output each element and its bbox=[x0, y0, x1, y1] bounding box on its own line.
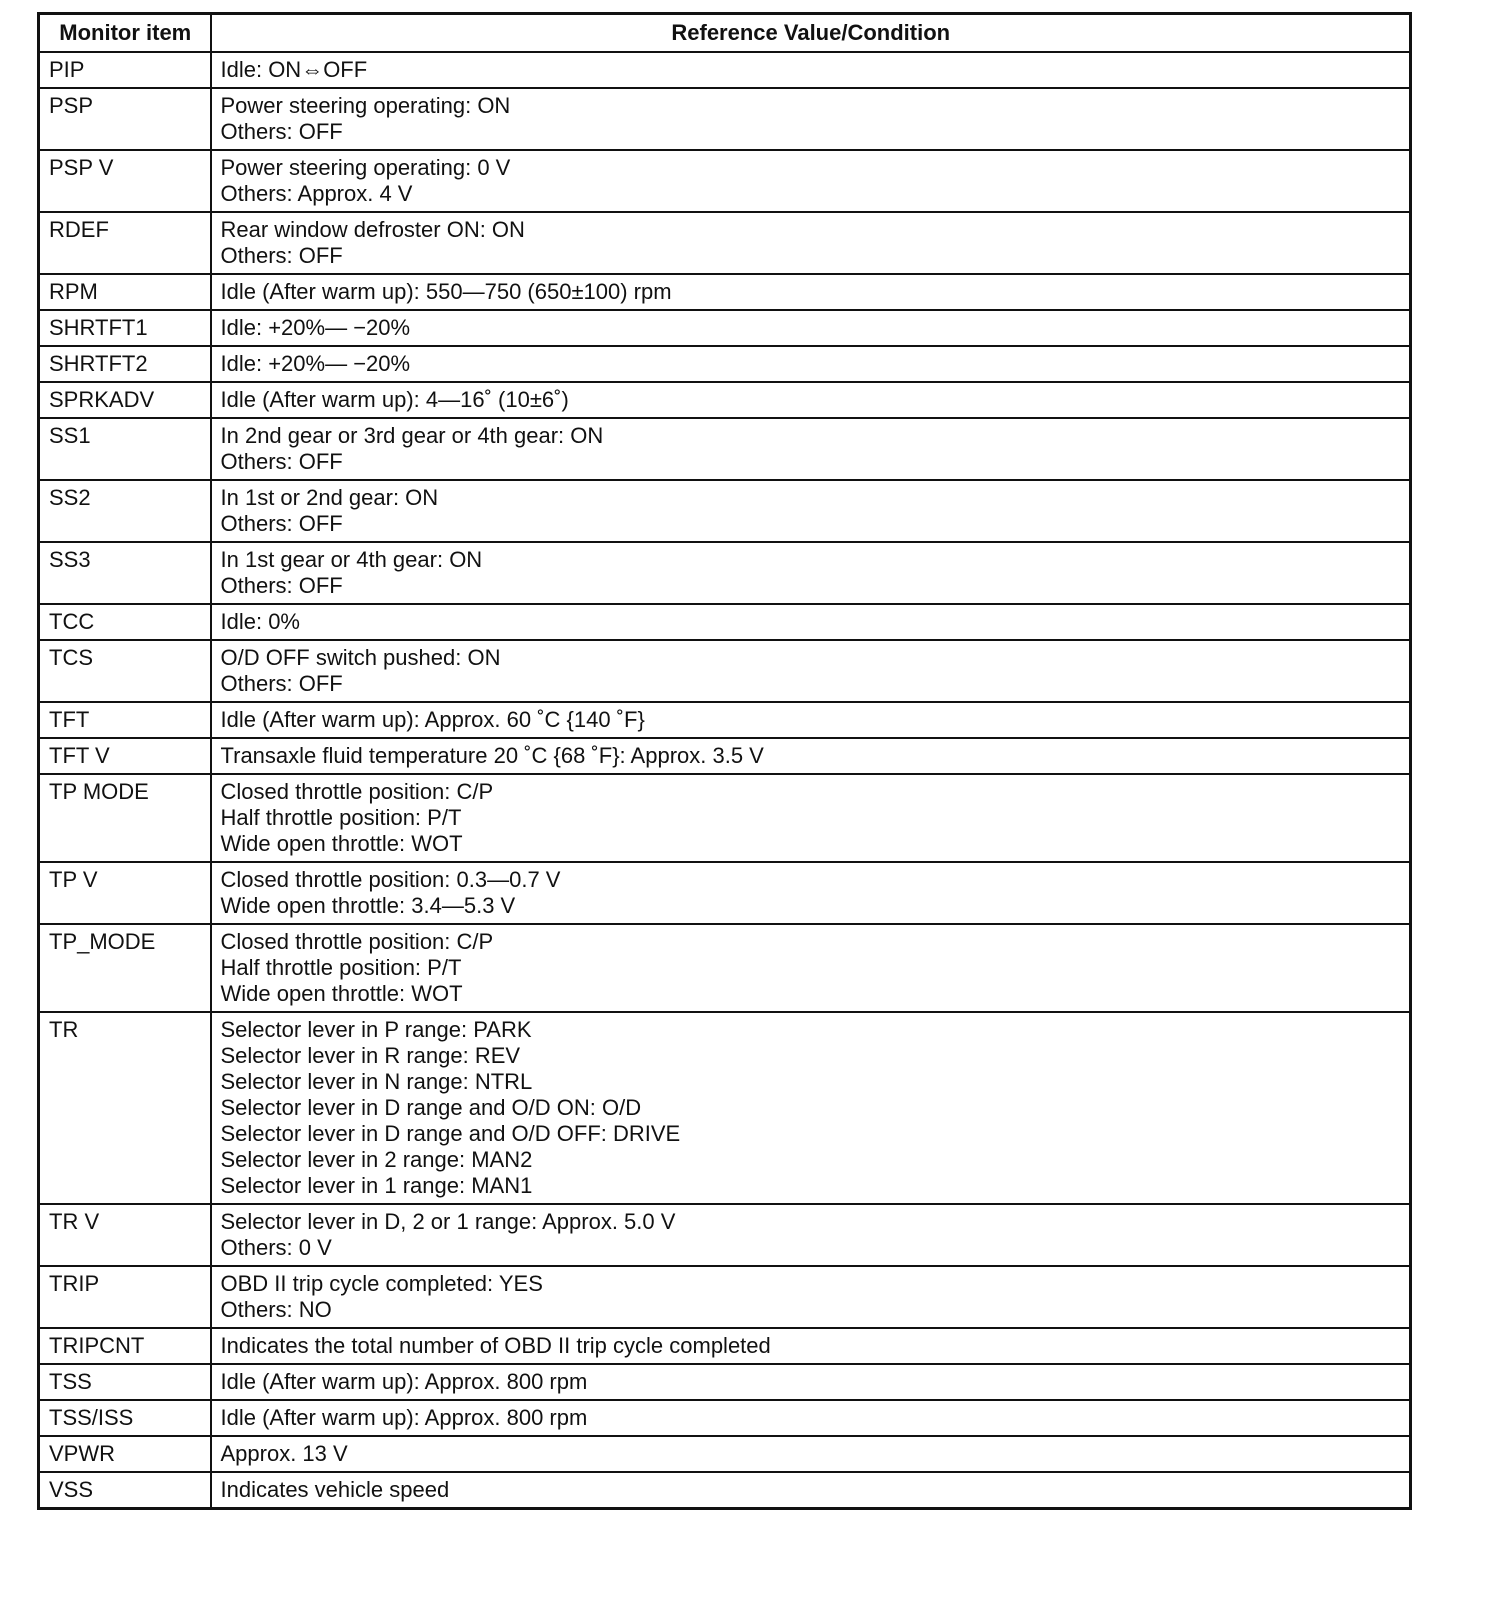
monitor-item-cell: TSS/ISS bbox=[39, 1400, 211, 1436]
reference-value-line: Indicates the total number of OBD II trip cycle completed bbox=[220, 1333, 771, 1358]
table-row bbox=[39, 52, 1411, 88]
reference-value-cell bbox=[211, 212, 1411, 274]
table-row bbox=[39, 150, 1411, 212]
reference-value-line: Rear window defroster ON: ON bbox=[220, 217, 525, 242]
reference-value-line: Selector lever in D range and O/D ON: O/D bbox=[220, 1095, 642, 1120]
table-row bbox=[39, 774, 1411, 862]
table-row bbox=[39, 1328, 1411, 1364]
reference-value-line: Idle (After warm up): 550—750 (650±100) rpm bbox=[220, 279, 672, 304]
reference-value-line: Others: 0 V bbox=[220, 1235, 332, 1260]
table-row bbox=[39, 418, 1411, 480]
table-row bbox=[39, 738, 1411, 774]
reference-value-line: Idle: +20%— −20% bbox=[220, 351, 411, 376]
monitor-item-cell: TP MODE bbox=[39, 774, 211, 862]
reference-value-line: Selector lever in P range: PARK bbox=[220, 1017, 532, 1042]
table-row bbox=[39, 640, 1411, 702]
monitor-item-cell: VSS bbox=[39, 1472, 211, 1509]
reference-value-cell bbox=[211, 1436, 1411, 1472]
reference-value-line: Selector lever in D, 2 or 1 range: Approx. 5.0 V bbox=[220, 1209, 676, 1234]
table-row bbox=[39, 924, 1411, 1012]
reference-value-line: Closed throttle position: 0.3—0.7 V bbox=[220, 867, 561, 892]
table-row bbox=[39, 862, 1411, 924]
reference-value-line: In 1st gear or 4th gear: ON bbox=[220, 547, 483, 572]
reference-value-cell bbox=[211, 1204, 1411, 1266]
reference-value-line: Selector lever in D range and O/D OFF: DRIVE bbox=[220, 1121, 681, 1146]
reference-value-cell bbox=[211, 542, 1411, 604]
monitor-item-cell: SPRKADV bbox=[39, 382, 211, 418]
table-row bbox=[39, 1364, 1411, 1400]
monitor-item-cell: TCS bbox=[39, 640, 211, 702]
reference-value-line: Idle (After warm up): Approx. 800 rpm bbox=[220, 1405, 588, 1430]
reference-value-line: Others: OFF bbox=[220, 119, 343, 144]
table-row bbox=[39, 346, 1411, 382]
table-row bbox=[39, 1266, 1411, 1328]
reference-value-cell bbox=[211, 738, 1411, 774]
reference-value-cell bbox=[211, 274, 1411, 310]
monitor-item-cell: RPM bbox=[39, 274, 211, 310]
reference-value-cell bbox=[211, 346, 1411, 382]
header-monitor-item: Monitor item bbox=[39, 14, 211, 53]
reference-value-line: Others: OFF bbox=[220, 511, 343, 536]
table-row bbox=[39, 542, 1411, 604]
monitor-item-cell: SHRTFT2 bbox=[39, 346, 211, 382]
table-row bbox=[39, 1012, 1411, 1204]
reference-value-line: Others: OFF bbox=[220, 243, 343, 268]
reference-value-line: Wide open throttle: WOT bbox=[220, 831, 463, 856]
reference-value-cell bbox=[211, 52, 1411, 88]
reference-value-line: Idle: ON⇔OFF bbox=[220, 57, 368, 82]
reference-value-cell bbox=[211, 418, 1411, 480]
monitor-item-cell: PSP V bbox=[39, 150, 211, 212]
reference-value-line: Selector lever in R range: REV bbox=[220, 1043, 521, 1068]
reference-value-line: Idle: +20%— −20% bbox=[220, 315, 411, 340]
reference-value-line: Transaxle fluid temperature 20 ˚C {68 ˚F}: Approx. 3.5 V bbox=[220, 743, 764, 768]
monitor-item-cell: TSS bbox=[39, 1364, 211, 1400]
reference-value-line: O/D OFF switch pushed: ON bbox=[220, 645, 501, 670]
monitor-item-cell: TCC bbox=[39, 604, 211, 640]
table-row bbox=[39, 480, 1411, 542]
reference-value-line: Others: Approx. 4 V bbox=[220, 181, 413, 206]
reference-value-line: Others: OFF bbox=[220, 573, 343, 598]
reference-value-line: Wide open throttle: WOT bbox=[220, 981, 463, 1006]
reference-value-line: Others: NO bbox=[220, 1297, 332, 1322]
reference-value-line: Half throttle position: P/T bbox=[220, 955, 462, 980]
table-row bbox=[39, 604, 1411, 640]
table-row bbox=[39, 1472, 1411, 1509]
table-row bbox=[39, 310, 1411, 346]
reference-value-table bbox=[37, 12, 1412, 1510]
table-row bbox=[39, 1436, 1411, 1472]
reference-value-cell bbox=[211, 862, 1411, 924]
monitor-item-cell: SS3 bbox=[39, 542, 211, 604]
reference-value-line: Idle (After warm up): 4—16˚ (10±6˚) bbox=[220, 387, 569, 412]
monitor-item-cell: TP_MODE bbox=[39, 924, 211, 1012]
reference-value-cell bbox=[211, 88, 1411, 150]
monitor-item-cell: SHRTFT1 bbox=[39, 310, 211, 346]
header-reference-value: Reference Value/Condition bbox=[211, 14, 1411, 53]
reference-value-line: OBD II trip cycle completed: YES bbox=[220, 1271, 543, 1296]
reference-value-cell bbox=[211, 310, 1411, 346]
reference-value-cell bbox=[211, 702, 1411, 738]
monitor-item-cell: TFT bbox=[39, 702, 211, 738]
reference-value-cell bbox=[211, 1472, 1411, 1509]
table-row bbox=[39, 1400, 1411, 1436]
reference-value-line: Selector lever in 1 range: MAN1 bbox=[220, 1173, 533, 1198]
reference-value-line: In 2nd gear or 3rd gear or 4th gear: ON bbox=[220, 423, 604, 448]
reference-value-cell bbox=[211, 924, 1411, 1012]
reference-value-cell bbox=[211, 604, 1411, 640]
table-row bbox=[39, 1204, 1411, 1266]
reference-value-cell bbox=[211, 150, 1411, 212]
monitor-item-cell: SS1 bbox=[39, 418, 211, 480]
reference-value-line: Indicates vehicle speed bbox=[220, 1477, 450, 1502]
reference-value-line: Wide open throttle: 3.4—5.3 V bbox=[220, 893, 516, 918]
table-header-row bbox=[39, 14, 1411, 53]
reference-value-line: Closed throttle position: C/P bbox=[220, 929, 494, 954]
monitor-item-cell: TP V bbox=[39, 862, 211, 924]
monitor-item-cell: PIP bbox=[39, 52, 211, 88]
reference-value-line: Half throttle position: P/T bbox=[220, 805, 462, 830]
monitor-item-cell: VPWR bbox=[39, 1436, 211, 1472]
reference-value-cell bbox=[211, 382, 1411, 418]
monitor-item-cell: TFT V bbox=[39, 738, 211, 774]
reference-value-cell bbox=[211, 1400, 1411, 1436]
reference-value-line: Idle: 0% bbox=[220, 609, 300, 634]
monitor-item-cell: TR V bbox=[39, 1204, 211, 1266]
monitor-item-cell: TRIP bbox=[39, 1266, 211, 1328]
reference-value-line: In 1st or 2nd gear: ON bbox=[220, 485, 439, 510]
reference-value-cell bbox=[211, 640, 1411, 702]
reference-value-line: Selector lever in N range: NTRL bbox=[220, 1069, 533, 1094]
monitor-item-cell: TR bbox=[39, 1012, 211, 1204]
monitor-item-cell: TRIPCNT bbox=[39, 1328, 211, 1364]
table-row bbox=[39, 212, 1411, 274]
reference-value-line: Approx. 13 V bbox=[220, 1441, 348, 1466]
table-row bbox=[39, 274, 1411, 310]
reference-value-cell bbox=[211, 480, 1411, 542]
reference-value-cell bbox=[211, 1266, 1411, 1328]
reference-value-line: Others: OFF bbox=[220, 671, 343, 696]
reference-value-line: Idle (After warm up): Approx. 60 ˚C {140 ˚F} bbox=[220, 707, 645, 732]
table-row bbox=[39, 702, 1411, 738]
reference-value-line: Others: OFF bbox=[220, 449, 343, 474]
reference-value-line: Closed throttle position: C/P bbox=[220, 779, 494, 804]
reference-value-cell bbox=[211, 1328, 1411, 1364]
reference-value-cell bbox=[211, 1364, 1411, 1400]
reference-value-line: Selector lever in 2 range: MAN2 bbox=[220, 1147, 533, 1172]
reference-value-cell bbox=[211, 774, 1411, 862]
table-row bbox=[39, 382, 1411, 418]
reference-value-line: Power steering operating: 0 V bbox=[220, 155, 511, 180]
reference-value-line: Idle (After warm up): Approx. 800 rpm bbox=[220, 1369, 588, 1394]
reference-value-line: Power steering operating: ON bbox=[220, 93, 511, 118]
reference-value-cell bbox=[211, 1012, 1411, 1204]
monitor-item-cell: SS2 bbox=[39, 480, 211, 542]
monitor-item-cell: RDEF bbox=[39, 212, 211, 274]
monitor-item-cell: PSP bbox=[39, 88, 211, 150]
table-body bbox=[39, 52, 1411, 1509]
table-row bbox=[39, 88, 1411, 150]
